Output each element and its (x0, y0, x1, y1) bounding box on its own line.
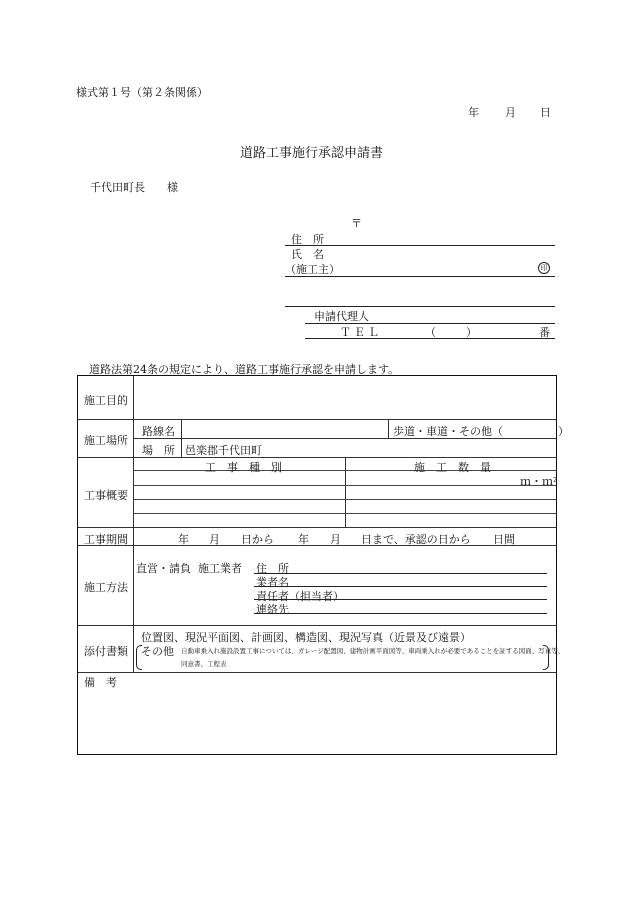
document-title: 道路工事施行承認申請書 (240, 146, 384, 161)
agent-label: 申請代理人 (314, 310, 369, 323)
purpose-field[interactable] (134, 376, 555, 418)
label-column-divider (133, 376, 134, 672)
address-line (285, 245, 555, 246)
route-label: 路線名 (142, 425, 175, 438)
row-divider-6 (78, 672, 556, 673)
period-month-1: 月 (209, 533, 220, 546)
tel-paren-open: （ (425, 326, 436, 339)
blank-line (285, 306, 555, 307)
remarks-label: 備 考 (84, 676, 117, 689)
row-divider-4 (78, 545, 556, 546)
owner-label: （施工主） (285, 263, 340, 276)
period-year-2: 年 (298, 533, 309, 546)
name-label: 氏 名 (291, 248, 324, 261)
other-note-line-1: 自動車乗入れ施設設置工事については、ガレージ配置図、建物計画平面図等、車両乗入れが必要であることを証する図面、写真等、 (181, 647, 565, 655)
period-label: 工事期間 (84, 533, 128, 546)
period-days: 日間 (493, 533, 515, 546)
contractor-address-line (254, 573, 547, 574)
tel-line (305, 338, 555, 339)
quantity-unit: ｍ・ｍ² (520, 475, 558, 488)
remarks-field[interactable] (78, 688, 556, 754)
period-day-2: 日まで、承認の日から (361, 533, 471, 546)
summary-row-line-3 (134, 499, 556, 500)
summary-row-line-1 (134, 470, 556, 471)
location-label: 施工場所 (84, 434, 128, 447)
form-number: 様式第１号（第２条関係） (76, 86, 208, 99)
route-label-divider (181, 420, 182, 457)
attachments-label: 添付書類 (84, 645, 128, 658)
road-type-divider (388, 420, 389, 438)
quantity-header: 施 工 数 量 (414, 461, 491, 474)
date-month-label: 月 (505, 106, 516, 119)
contractor-address-label: 住 所 (256, 562, 289, 575)
postal-mark: 〒 (351, 217, 362, 230)
contractor-manager-line (254, 599, 547, 600)
other-brace-right (543, 645, 549, 670)
summary-row-line-4 (134, 513, 556, 514)
contractor-contact-label: 連絡先 (256, 603, 289, 616)
method-label: 施工方法 (84, 581, 128, 594)
addressee: 千代田町長 様 (90, 181, 178, 194)
purpose-label: 施工目的 (84, 394, 128, 407)
method-type[interactable]: 直営・請負 (136, 562, 191, 575)
name-line (285, 276, 555, 277)
row-divider-3 (78, 527, 556, 528)
attachments-list: 位置図、現況平面図、計画図、構造図、現況写真（近景及び遠景） (141, 631, 471, 644)
summary-column-divider (345, 458, 346, 527)
other-label: その他 (141, 645, 174, 658)
tel-label: ＴＥＬ (340, 326, 382, 339)
contractor-name-line (254, 586, 547, 587)
contractor-name-label: 業者名 (256, 576, 289, 589)
period-year-1: 年 (178, 533, 189, 546)
contractor-manager-label: 責任者（担当者） (256, 590, 344, 603)
road-type[interactable]: 歩道・車道・その他（ ） (393, 425, 569, 438)
summary-label: 工事概要 (84, 489, 128, 502)
row-divider-1 (78, 419, 556, 420)
period-month-2: 月 (330, 533, 341, 546)
statement: 道路法第24条の規定により、道路工事施行承認を申請します。 (89, 363, 400, 376)
address-label: 住 所 (291, 233, 324, 246)
seal-mark: 印 (538, 262, 550, 274)
other-note-line-2: 同意書、工程表 (181, 660, 227, 668)
place-value: 邑楽郡千代田町 (185, 444, 262, 457)
period-day-1: 日から (241, 533, 274, 546)
date-year-label: 年 (468, 106, 479, 119)
summary-row-line-2 (134, 485, 556, 486)
place-label: 場 所 (142, 444, 175, 457)
tel-suffix: 番 (539, 326, 550, 339)
contractor-contact-line (254, 613, 547, 614)
contractor-label: 施工業者 (198, 562, 242, 575)
work-type-header: 工 事 種 別 (205, 461, 282, 474)
date-day-label: 日 (540, 106, 551, 119)
tel-paren-close: ） (466, 326, 477, 339)
row-divider-5 (78, 625, 556, 626)
